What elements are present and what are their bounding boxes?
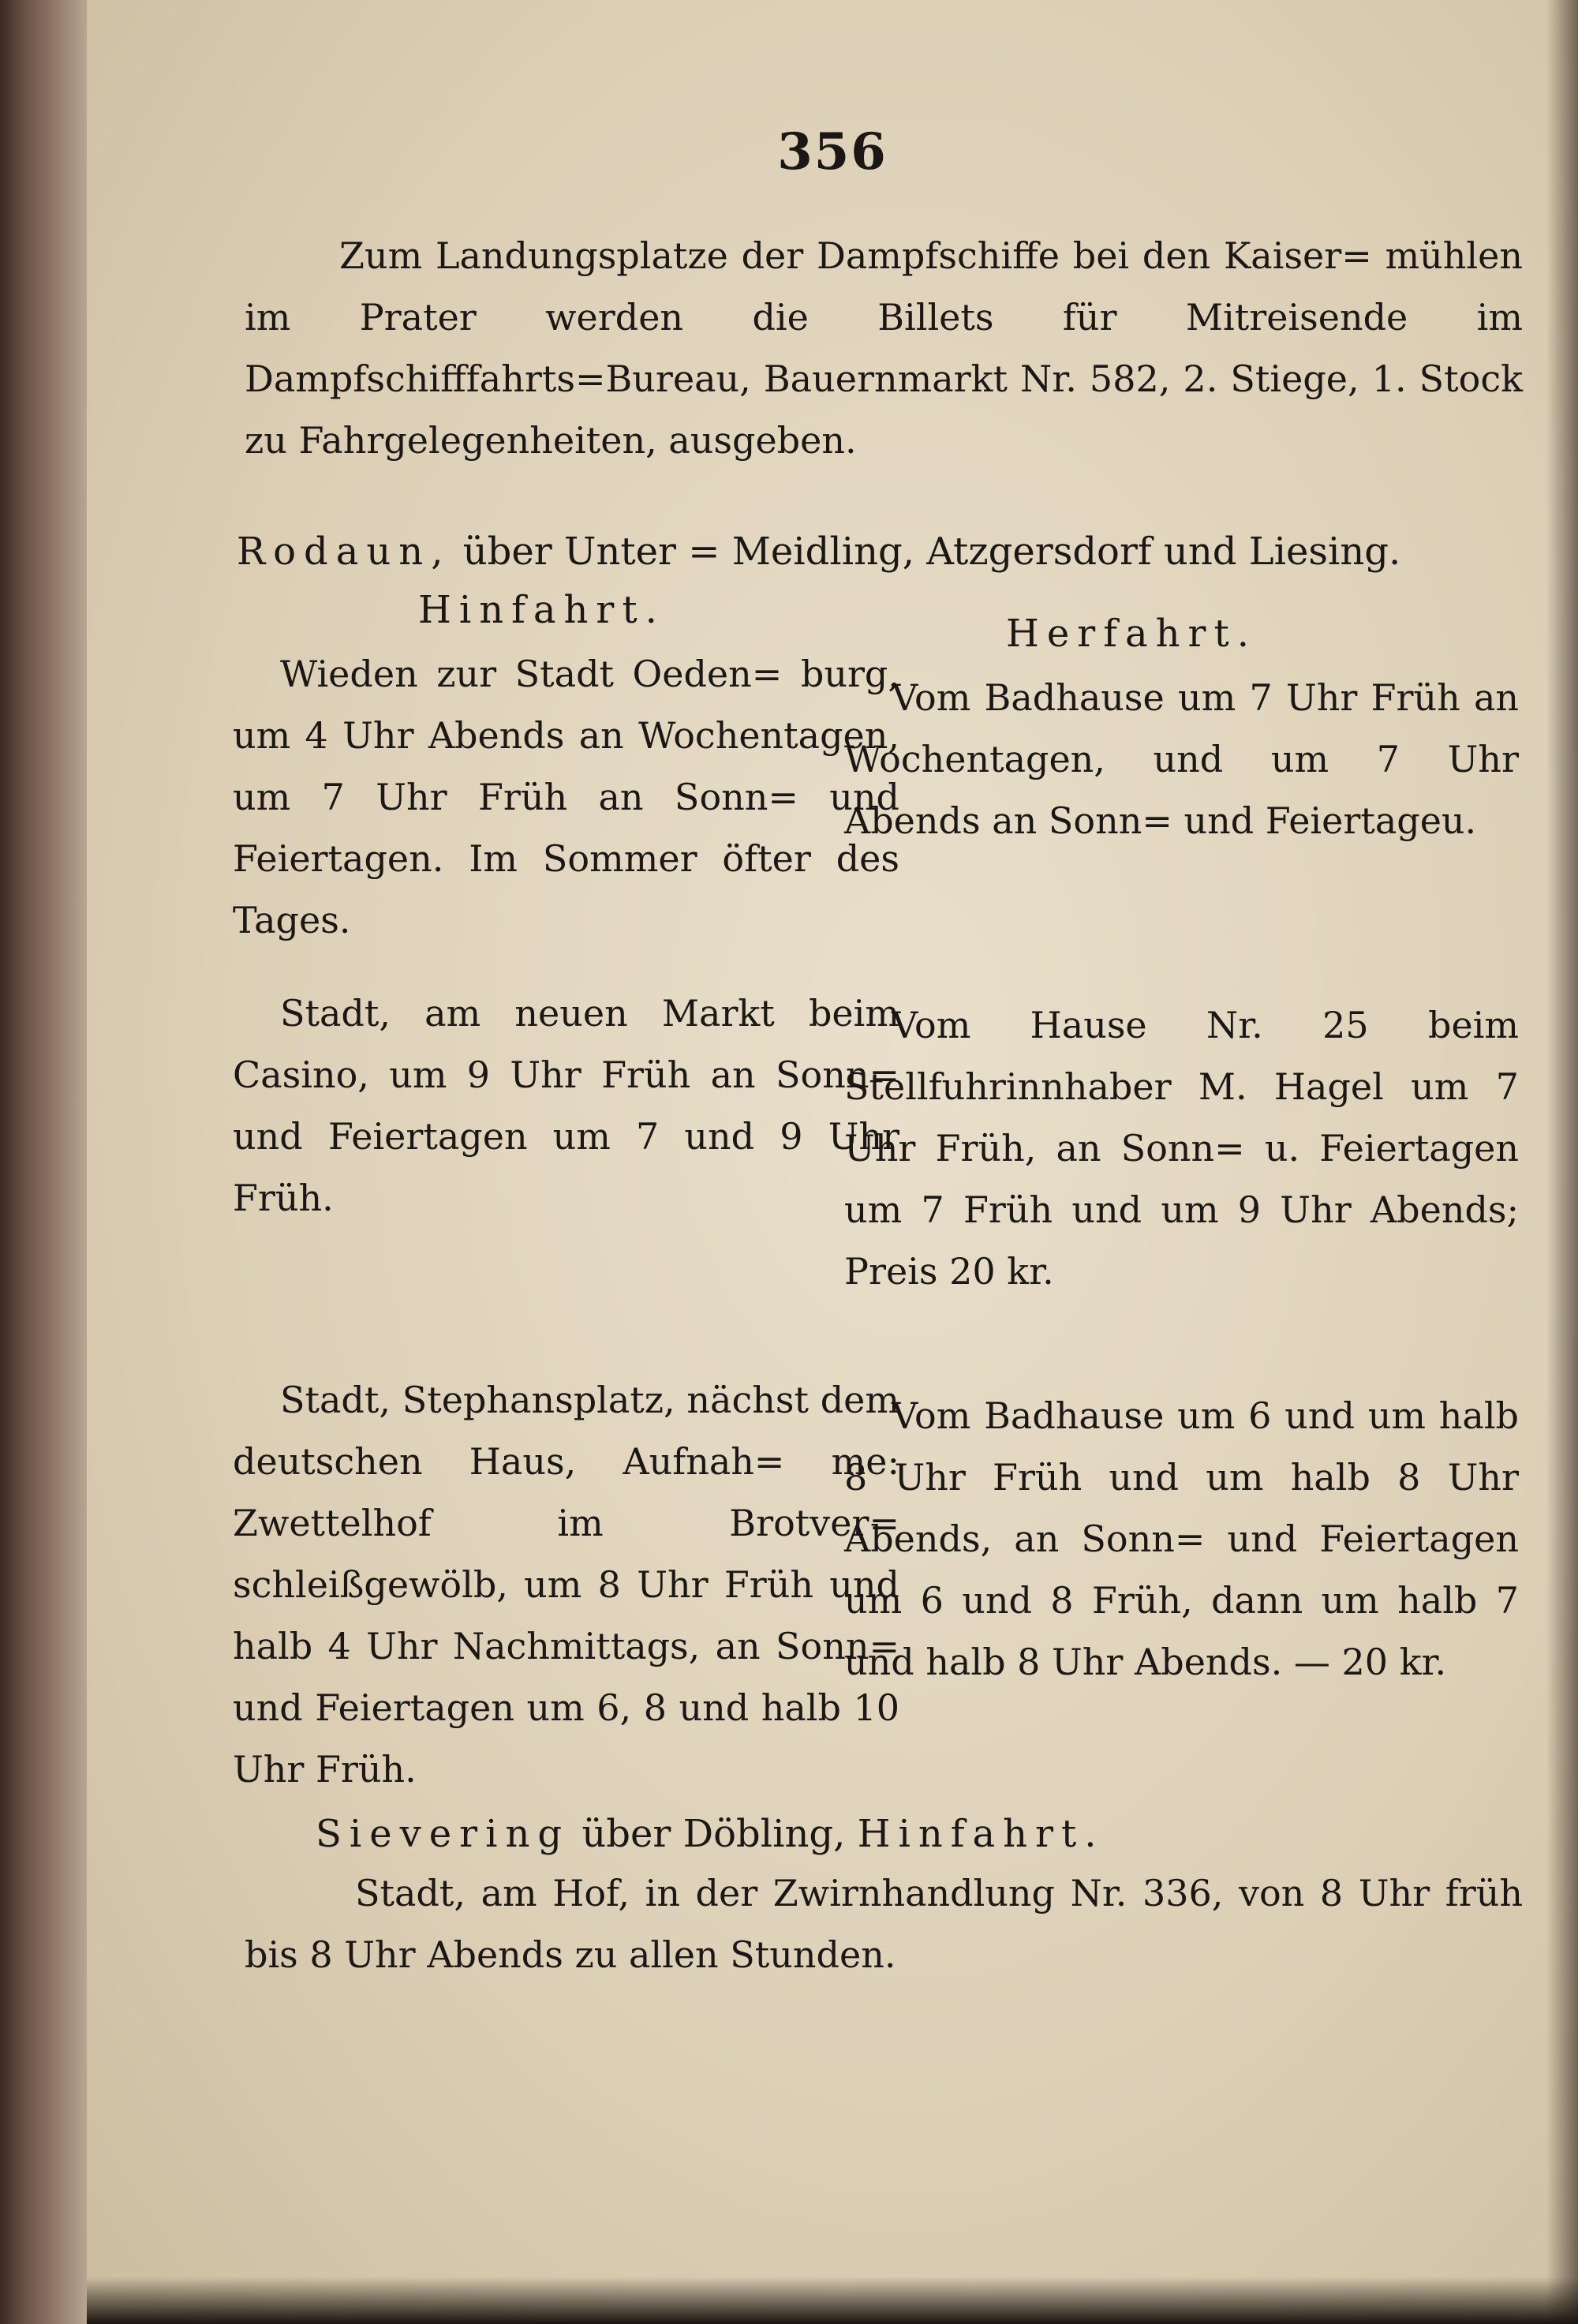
sievering-place: Sievering bbox=[316, 1812, 570, 1856]
rodaun-place: Rodaun, bbox=[237, 530, 451, 574]
book-page bbox=[87, 0, 1578, 2324]
intro-paragraph: Zum Landungsplatze der Dampfschiffe bei den Kaiser= mühlen im Prater werden die Billets für Mitreisende im Dampfschifffahrts=Bureau, Bauernmarkt Nr. 582, 2. Stiege, 1. Stock zu Fahrgelegenheiten, ausgeben. bbox=[245, 234, 1523, 462]
sievering-heading bbox=[316, 1803, 1499, 1865]
rodaun-row-1-right bbox=[844, 667, 1519, 851]
rodaun-row-1-right-text: Vom Badhause um 7 Uhr Früh an Wochentagen, und um 7 Uhr Abends an Sonn= und Feiertageu. bbox=[844, 676, 1519, 842]
rodaun-row-1-left bbox=[233, 643, 899, 951]
rodaun-row-1-left-text: Wieden zur Stadt Oeden= burg, um 4 Uhr Abends an Wochentagen, um 7 Uhr Früh an Sonn= und Feiertagen. Im Sommer öfter des Tages. bbox=[233, 653, 899, 941]
rodaun-row-2-right-text: Vom Hause Nr. 25 beim Stellfuhrinnhaber M. Hagel um 7 Uhr Früh, an Sonn= u. Feiertagen um 7 Früh und um 9 Uhr Abends; Preis 20 kr. bbox=[844, 1004, 1519, 1293]
rodaun-row-3-left bbox=[233, 1369, 899, 1800]
rodaun-row-2-left-text: Stadt, am neuen Markt beim Casino, um 9 Uhr Früh an Sonn= und Feiertagen um 7 und 9 Uhr Früh. bbox=[233, 992, 899, 1219]
rodaun-hinfahrt-label: Hinfahrt. bbox=[418, 588, 665, 632]
rodaun-herfahrt-label: Herfahrt. bbox=[1006, 612, 1257, 656]
page-number: 356 bbox=[777, 122, 888, 182]
rodaun-row-3-left-text: Stadt, Stephansplatz, nächst dem deutschen Haus, Aufnah= me: Zwettelhof im Brotver= schleißgewölb, um 8 Uhr Früh und halb 4 Uhr Nachmittags, an Sonn= und Feiertagen um 6, 8 und halb 10 Uhr Früh. bbox=[233, 1379, 899, 1791]
book-spine bbox=[0, 0, 87, 2324]
sievering-hinfahrt-label: Hinfahrt. bbox=[857, 1812, 1105, 1856]
rodaun-row-3-right-text: Vom Badhause um 6 und um halb 8 Uhr Früh und um halb 8 Uhr Abends, an Sonn= und Feiertagen um 6 und 8 Früh, dann um halb 7 und halb 8 Uhr Abends. — 20 kr. bbox=[844, 1394, 1519, 1683]
rodaun-via: über Unter = Meidling, Atzgersdorf und Liesing. bbox=[462, 530, 1401, 574]
rodaun-row-2-right bbox=[844, 994, 1519, 1302]
page-bottom-shadow bbox=[87, 2277, 1578, 2324]
sievering-text: Stadt, am Hof, in der Zwirnhandlung Nr. 336, von 8 Uhr früh bis 8 Uhr Abends zu allen Stunden. bbox=[245, 1872, 1523, 1976]
rodaun-row-3-right bbox=[844, 1385, 1519, 1693]
rodaun-heading bbox=[237, 521, 1515, 582]
sievering-via: über Döbling, bbox=[581, 1812, 846, 1856]
rodaun-row-2-left bbox=[233, 982, 899, 1229]
